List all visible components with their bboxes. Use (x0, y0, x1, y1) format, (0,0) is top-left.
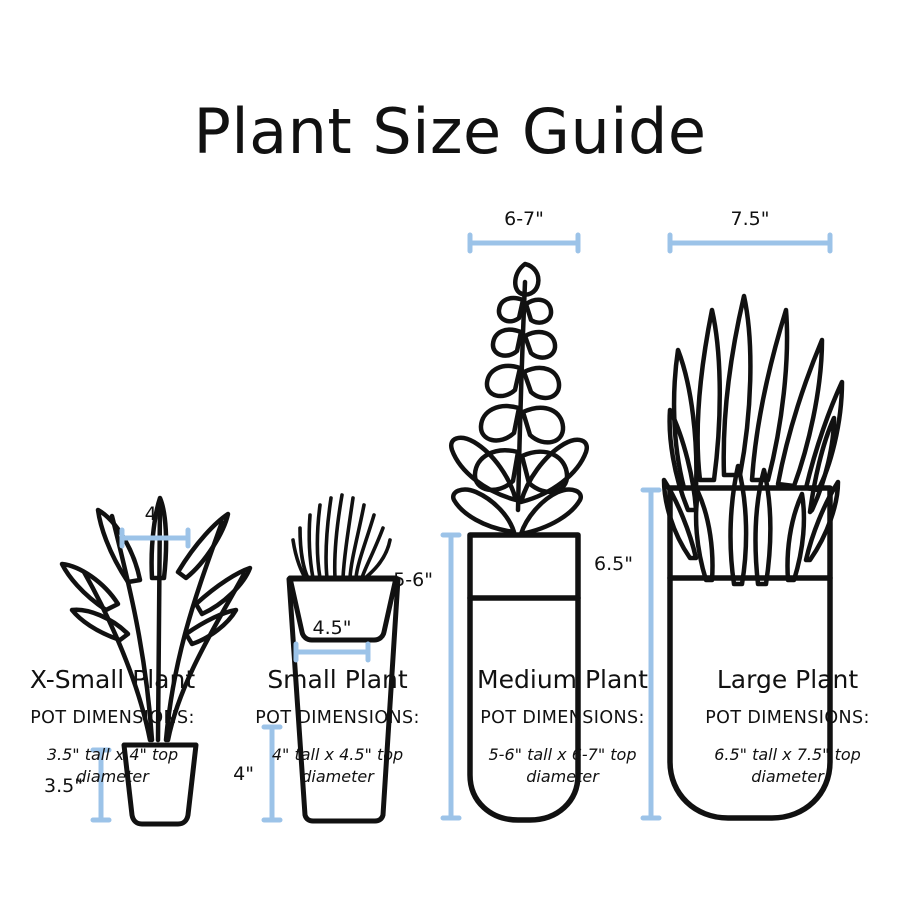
pot-dimensions-label-small: POT DIMENSIONS: (255, 708, 420, 728)
plant-name-medium: Medium Plant (477, 665, 648, 694)
measure-height-label-x-small: 3.5" (44, 775, 83, 797)
plant-caption-small (225, 665, 450, 825)
pot-dimensions-value-large: 6.5" tall x 7.5" top diameter (714, 745, 861, 786)
measure-width-label-large: 7.5" (730, 208, 770, 230)
pot-dimensions-label-medium: POT DIMENSIONS: (480, 708, 645, 728)
measure-width-x-small (122, 503, 188, 546)
measure-height-label-small: 4" (233, 763, 254, 785)
pot-dimensions-value-x-small: 3.5" tall x 4" top diameter (46, 745, 179, 786)
measure-width-label-x-small: 4" (144, 503, 166, 525)
measure-width-label-small: 4.5" (312, 617, 352, 639)
plant-captions (0, 665, 900, 825)
plant-name-x-small: X-Small Plant (29, 665, 196, 694)
plant-name-large: Large Plant (716, 665, 859, 694)
plant-caption-large (675, 665, 900, 825)
pot-dimensions-value-medium: 5-6" tall x 6-7" top diameter (488, 745, 637, 786)
measure-width-label-medium: 6-7" (504, 208, 544, 230)
pot-dimensions-value-small: 4" tall x 4.5" top diameter (271, 745, 404, 786)
pot-dimensions-label-x-small: POT DIMENSIONS: (30, 708, 195, 728)
plant-caption-medium (450, 665, 675, 825)
measure-width-medium (470, 208, 578, 251)
plant-name-small: Small Plant (267, 665, 408, 694)
plant-caption-x-small (0, 665, 225, 825)
measure-height-label-medium: 5-6" (393, 569, 433, 591)
pot-dimensions-label-large: POT DIMENSIONS: (705, 708, 870, 728)
measure-width-large (670, 208, 830, 251)
measure-height-label-large: 6.5" (594, 553, 633, 575)
page-title: Plant Size Guide (193, 95, 707, 168)
